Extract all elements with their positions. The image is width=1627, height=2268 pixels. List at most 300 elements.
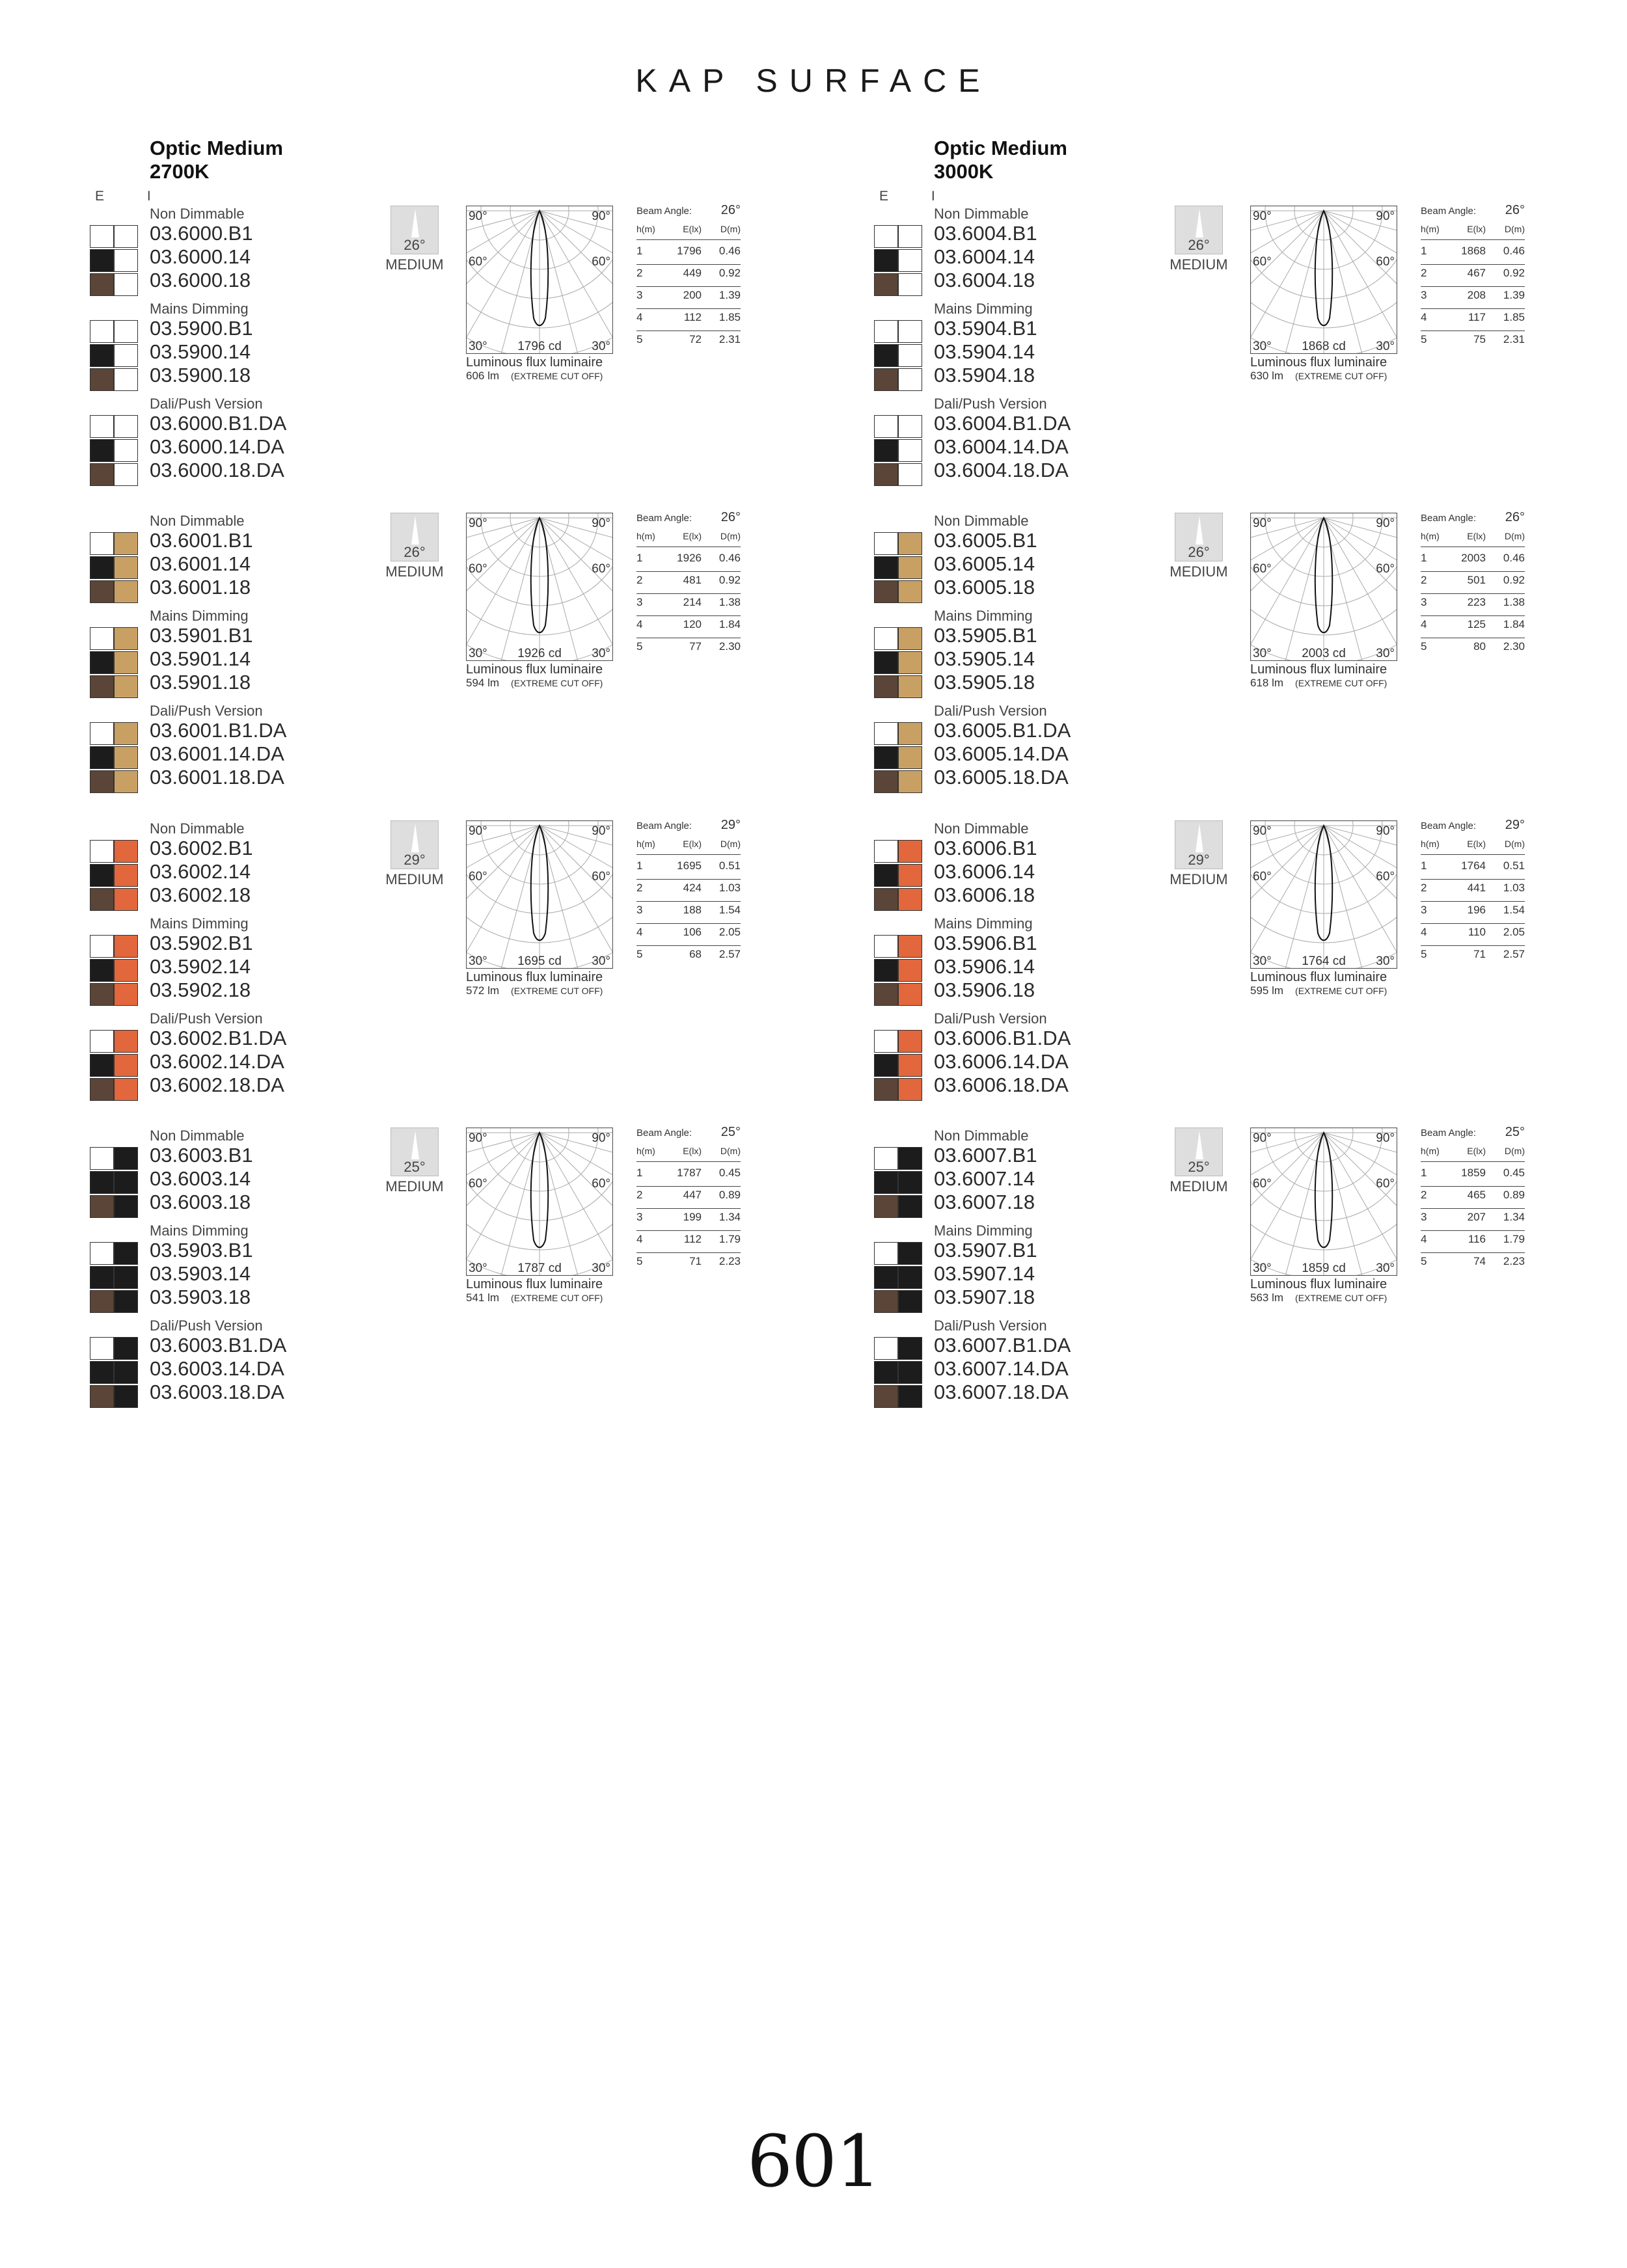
table-cell: 207: [1467, 1211, 1486, 1223]
table-row: [636, 1255, 741, 1275]
exterior-finish-swatch: [90, 983, 114, 1006]
beam-cone: [411, 1131, 419, 1159]
table-row: [636, 574, 741, 594]
table-row: [1421, 333, 1525, 353]
table-cell: 2: [1421, 882, 1427, 894]
exterior-finish-swatch: [90, 368, 114, 391]
color-temperature: 3000K: [934, 160, 994, 183]
angle-label: 90°: [1253, 517, 1272, 530]
table-cell: 4: [1421, 311, 1427, 323]
table-cell: 1796: [677, 245, 702, 257]
article-code: 03.6001.B1: [150, 529, 253, 552]
exterior-finish-swatch: [90, 580, 114, 603]
beam-angle-table-value: 25°: [1505, 1125, 1525, 1139]
dimming-type-label: Mains Dimming: [934, 608, 1033, 624]
angle-label: 90°: [469, 209, 487, 223]
exterior-finish-swatch: [874, 1054, 898, 1077]
dimming-type-label: Dali/Push Version: [934, 1317, 1047, 1334]
exterior-finish-swatch: [90, 888, 114, 911]
flux-caption: Luminous flux luminaire: [1250, 1277, 1388, 1291]
interior-finish-swatch: [114, 1054, 138, 1077]
interior-finish-swatch: [898, 580, 922, 603]
exterior-finish-swatch: [874, 1361, 898, 1384]
exterior-finish-swatch: [874, 675, 898, 698]
flux-value: 595 lm: [1250, 984, 1284, 997]
table-cell: 5: [1421, 333, 1427, 345]
table-cell: 0.92: [718, 267, 741, 279]
article-code: 03.5904.14: [934, 340, 1035, 363]
table-row: [1421, 1255, 1525, 1275]
table-row: [1421, 1233, 1525, 1253]
article-code: 03.6000.B1.DA: [150, 412, 287, 435]
peak-intensity: 1764 cd: [1302, 954, 1346, 968]
article-code: 03.6007.18.DA: [934, 1381, 1069, 1403]
interior-finish-swatch: [898, 651, 922, 674]
table-cell: 3: [636, 904, 643, 916]
table-row: [1421, 1167, 1525, 1187]
exterior-finish-swatch: [90, 1266, 114, 1289]
table-cell: 2: [636, 267, 643, 279]
table-cell: 2.05: [718, 926, 741, 938]
table-cell: 0.51: [718, 859, 741, 872]
polar-diagram: [1250, 1127, 1397, 1276]
table-cell: 1: [636, 245, 643, 257]
table-header-cell: D(m): [1504, 224, 1525, 234]
dimming-type-label: Mains Dimming: [934, 301, 1033, 317]
peak-intensity: 1926 cd: [517, 647, 562, 660]
dimming-type-label: Non Dimmable: [150, 513, 245, 529]
dimming-type-label: Dali/Push Version: [934, 703, 1047, 719]
table-cell: 5: [636, 948, 643, 960]
table-cell: 0.46: [718, 245, 741, 257]
dimming-type-label: Non Dimmable: [934, 206, 1029, 222]
angle-label: 90°: [1376, 517, 1395, 530]
table-cell: 2.57: [718, 948, 741, 960]
exterior-finish-swatch: [874, 746, 898, 769]
beam-angle-label: Beam Angle:: [1421, 513, 1477, 524]
article-code: 03.6003.B1.DA: [150, 1334, 287, 1357]
angle-label: 60°: [1376, 870, 1395, 884]
table-cell: 1.54: [718, 904, 741, 916]
flux-value-line: [1250, 370, 1387, 383]
table-cell: 4: [1421, 618, 1427, 630]
angle-label: 30°: [469, 340, 487, 353]
table-cell: 3: [1421, 289, 1427, 301]
exterior-finish-swatch: [874, 1147, 898, 1170]
angle-label: 30°: [1253, 340, 1272, 353]
polar-diagram: [466, 206, 613, 354]
e-i-legend: E I: [95, 189, 171, 204]
article-code: 03.5907.B1: [934, 1239, 1037, 1262]
table-cell: 1764: [1461, 859, 1486, 872]
beam-angle-value: 29°: [1188, 852, 1210, 868]
table-row: [636, 1211, 741, 1231]
angle-label: 60°: [1253, 562, 1272, 576]
table-header-cell: D(m): [720, 839, 741, 849]
angle-label: 30°: [592, 340, 610, 353]
dimming-type-label: Mains Dimming: [150, 915, 249, 932]
interior-finish-swatch: [898, 840, 922, 863]
table-header-cell: h(m): [636, 531, 655, 541]
article-code: 03.6000.B1: [150, 222, 253, 245]
table-cell: 4: [636, 1233, 643, 1245]
interior-finish-swatch: [114, 770, 138, 793]
exterior-finish-swatch: [90, 415, 114, 438]
interior-finish-swatch: [114, 627, 138, 650]
dimming-type-label: Non Dimmable: [934, 820, 1029, 837]
table-row: [636, 1233, 741, 1253]
peak-intensity: 1695 cd: [517, 954, 562, 968]
interior-finish-swatch: [898, 1385, 922, 1408]
dimming-type-label: Dali/Push Version: [150, 1010, 263, 1027]
table-row: [636, 926, 741, 946]
angle-label: 90°: [592, 209, 610, 223]
article-code: 03.5900.14: [150, 340, 251, 363]
angle-label: 90°: [592, 824, 610, 838]
exterior-finish-swatch: [874, 864, 898, 887]
article-code: 03.6006.18: [934, 884, 1035, 906]
product-block: [90, 820, 871, 1126]
polar-diagram: [1250, 513, 1397, 661]
interior-finish-swatch: [114, 935, 138, 958]
table-cell: 1.79: [1503, 1233, 1525, 1245]
angle-label: 90°: [1253, 824, 1272, 838]
polar-diagram-container: [1250, 820, 1397, 969]
flux-caption: Luminous flux luminaire: [466, 1277, 603, 1291]
angle-label: 60°: [469, 1177, 487, 1191]
table-cell: 1926: [677, 552, 702, 564]
dimming-type-label: Non Dimmable: [150, 820, 245, 837]
interior-finish-swatch: [898, 225, 922, 248]
beam-angle-value: 26°: [403, 544, 426, 560]
exterior-finish-swatch: [90, 864, 114, 887]
table-cell: 1695: [677, 859, 702, 872]
article-code: 03.5907.14: [934, 1262, 1035, 1285]
article-code: 03.5900.B1: [150, 317, 253, 340]
table-row: [1421, 1189, 1525, 1209]
exterior-finish-swatch: [90, 225, 114, 248]
table-row: [1421, 1211, 1525, 1231]
beam-type-label: MEDIUM: [385, 871, 444, 887]
table-row: [636, 882, 741, 902]
table-header: [1421, 1146, 1525, 1162]
beam-type-label: MEDIUM: [1169, 871, 1228, 887]
article-code: 03.6001.18: [150, 576, 251, 599]
angle-label: 90°: [1376, 209, 1395, 223]
angle-label: 30°: [1376, 647, 1395, 660]
table-cell: 3: [636, 596, 643, 608]
table-cell: 424: [683, 882, 702, 894]
table-cell: 116: [1468, 1233, 1486, 1245]
table-header-cell: h(m): [1421, 839, 1440, 849]
beam-cone: [1196, 1131, 1203, 1159]
beam-angle-table-value: 26°: [720, 203, 741, 217]
table-header-cell: E(lx): [683, 839, 702, 849]
table-header-cell: D(m): [720, 1146, 741, 1156]
beam-cone: [411, 209, 419, 237]
article-code: 03.6005.B1.DA: [934, 719, 1071, 742]
flux-caption: Luminous flux luminaire: [466, 355, 603, 370]
article-code: 03.6007.B1: [934, 1144, 1037, 1167]
dimming-type-label: Dali/Push Version: [150, 1317, 263, 1334]
exterior-finish-swatch: [874, 651, 898, 674]
table-cell: 2.23: [718, 1255, 741, 1267]
angle-label: 90°: [1253, 209, 1272, 223]
interior-finish-swatch: [114, 532, 138, 555]
dimming-type-label: Non Dimmable: [150, 1127, 245, 1144]
flux-caption: Luminous flux luminaire: [1250, 662, 1388, 677]
flux-caption: Luminous flux luminaire: [1250, 355, 1388, 370]
page-number: 601: [747, 2120, 880, 2203]
exterior-finish-swatch: [90, 1385, 114, 1408]
table-row: [636, 552, 741, 572]
flux-value-line: [1250, 984, 1387, 997]
beam-angle-label: Beam Angle:: [636, 1127, 692, 1139]
angle-label: 90°: [1376, 824, 1395, 838]
table-cell: 112: [683, 1233, 702, 1245]
article-code: 03.6003.14.DA: [150, 1357, 284, 1380]
exterior-finish-swatch: [90, 1195, 114, 1218]
beam-angle-table-value: 25°: [720, 1125, 741, 1139]
interior-finish-swatch: [898, 1078, 922, 1101]
table-cell: 2: [636, 882, 643, 894]
exterior-finish-swatch: [874, 840, 898, 863]
beam-type-label: MEDIUM: [385, 563, 444, 580]
interior-finish-swatch: [114, 1266, 138, 1289]
article-code: 03.6006.18.DA: [934, 1073, 1069, 1096]
interior-finish-swatch: [898, 675, 922, 698]
table-cell: 208: [1467, 289, 1486, 301]
table-cell: 481: [683, 574, 702, 586]
exterior-finish-swatch: [90, 627, 114, 650]
dimming-type-label: Dali/Push Version: [934, 1010, 1047, 1027]
table-row: [636, 1167, 741, 1187]
interior-finish-swatch: [898, 770, 922, 793]
dimming-type-label: Mains Dimming: [150, 1222, 249, 1239]
interior-finish-swatch: [114, 273, 138, 296]
table-cell: 4: [636, 926, 643, 938]
table-cell: 0.89: [1503, 1189, 1525, 1201]
polar-diagram-container: [1250, 206, 1397, 354]
interior-finish-swatch: [114, 1078, 138, 1101]
angle-label: 30°: [469, 647, 487, 660]
table-cell: 441: [1467, 882, 1486, 894]
table-cell: 1: [636, 552, 643, 564]
interior-finish-swatch: [898, 959, 922, 982]
table-cell: 0.46: [718, 552, 741, 564]
interior-finish-swatch: [898, 556, 922, 579]
angle-label: 60°: [1253, 255, 1272, 269]
flux-note: (EXTREME CUT OFF): [1295, 1293, 1388, 1303]
exterior-finish-swatch: [90, 1242, 114, 1265]
table-cell: 77: [689, 640, 702, 653]
article-code: 03.6004.B1: [934, 222, 1037, 245]
table-row: [1421, 926, 1525, 946]
table-header-cell: E(lx): [1467, 839, 1486, 849]
interior-finish-swatch: [898, 439, 922, 462]
article-code: 03.6002.18: [150, 884, 251, 906]
table-cell: 0.92: [1503, 574, 1525, 586]
article-code: 03.6002.14: [150, 860, 251, 883]
article-code: 03.5905.14: [934, 647, 1035, 670]
table-cell: 1.34: [718, 1211, 741, 1223]
flux-value-line: [1250, 1291, 1387, 1304]
table-cell: 1868: [1461, 245, 1486, 257]
flux-value: 541 lm: [466, 1291, 500, 1304]
table-cell: 196: [1467, 904, 1486, 916]
table-cell: 112: [683, 311, 702, 323]
article-code: 03.6003.B1: [150, 1144, 253, 1167]
table-row: [1421, 948, 1525, 967]
article-code: 03.6006.14.DA: [934, 1050, 1069, 1073]
flux-note: (EXTREME CUT OFF): [511, 371, 603, 381]
beam-cone: [1196, 824, 1203, 852]
table-cell: 1787: [677, 1167, 702, 1179]
table-row: [636, 948, 741, 967]
table-row: [1421, 618, 1525, 638]
beam-type-label: MEDIUM: [1169, 1178, 1228, 1195]
table-cell: 3: [1421, 904, 1427, 916]
exterior-finish-swatch: [90, 651, 114, 674]
interior-finish-swatch: [898, 249, 922, 272]
beam-angle-value: 26°: [1188, 237, 1210, 253]
table-header: [1421, 224, 1525, 240]
article-code: 03.6004.18: [934, 269, 1035, 291]
flux-value: 594 lm: [466, 677, 500, 689]
table-header-cell: h(m): [1421, 1146, 1440, 1156]
table-cell: 449: [683, 267, 702, 279]
table-header: [1421, 839, 1525, 855]
flux-note: (EXTREME CUT OFF): [511, 678, 603, 688]
article-code: 03.6001.B1.DA: [150, 719, 287, 742]
table-cell: 4: [1421, 926, 1427, 938]
table-cell: 1.85: [1503, 311, 1525, 323]
interior-finish-swatch: [114, 746, 138, 769]
product-block: [90, 1127, 871, 1433]
table-cell: 5: [1421, 948, 1427, 960]
interior-finish-swatch: [898, 888, 922, 911]
table-cell: 3: [636, 289, 643, 301]
table-cell: 2: [1421, 574, 1427, 586]
table-cell: 1859: [1461, 1167, 1486, 1179]
article-code: 03.6005.18: [934, 576, 1035, 599]
article-code: 03.6005.18.DA: [934, 766, 1069, 789]
exterior-finish-swatch: [874, 344, 898, 367]
table-cell: 1.03: [1503, 882, 1525, 894]
table-header-cell: E(lx): [683, 531, 702, 541]
article-code: 03.5903.14: [150, 1262, 251, 1285]
product-block: [90, 203, 871, 511]
table-row: [1421, 245, 1525, 265]
table-cell: 2.30: [718, 640, 741, 653]
interior-finish-swatch: [898, 983, 922, 1006]
table-cell: 0.92: [718, 574, 741, 586]
table-cell: 5: [1421, 640, 1427, 653]
beam-angle-table-value: 29°: [1505, 818, 1525, 832]
flux-caption: Luminous flux luminaire: [466, 970, 603, 984]
angle-label: 90°: [469, 1131, 487, 1145]
angle-label: 90°: [469, 824, 487, 838]
product-block: [874, 1127, 1627, 1433]
angle-label: 30°: [592, 647, 610, 660]
angle-label: 90°: [1376, 1131, 1395, 1145]
interior-finish-swatch: [114, 463, 138, 486]
table-row: [1421, 267, 1525, 287]
angle-label: 60°: [1376, 1177, 1395, 1191]
polar-diagram-container: [1250, 1127, 1397, 1276]
article-code: 03.5906.14: [934, 955, 1035, 978]
product-block: [874, 203, 1627, 511]
interior-finish-swatch: [898, 415, 922, 438]
beam-angle-table-value: 29°: [720, 818, 741, 832]
angle-label: 30°: [1376, 1262, 1395, 1275]
peak-intensity: 2003 cd: [1302, 647, 1346, 660]
table-row: [1421, 552, 1525, 572]
exterior-finish-swatch: [90, 463, 114, 486]
table-cell: 110: [1468, 926, 1486, 938]
article-code: 03.5904.B1: [934, 317, 1037, 340]
table-cell: 5: [636, 1255, 643, 1267]
table-header-cell: h(m): [636, 839, 655, 849]
angle-label: 90°: [592, 517, 610, 530]
angle-label: 30°: [1376, 954, 1395, 968]
optic-title: Optic Medium: [934, 137, 1067, 159]
exterior-finish-swatch: [90, 746, 114, 769]
table-cell: 2.05: [1503, 926, 1525, 938]
table-cell: 3: [1421, 1211, 1427, 1223]
beam-cone: [1196, 209, 1203, 237]
article-code: 03.5902.B1: [150, 932, 253, 954]
table-row: [636, 618, 741, 638]
table-cell: 75: [1473, 333, 1486, 345]
beam-angle-table-value: 26°: [720, 510, 741, 524]
interior-finish-swatch: [114, 556, 138, 579]
exterior-finish-swatch: [90, 675, 114, 698]
interior-finish-swatch: [898, 746, 922, 769]
interior-finish-swatch: [114, 864, 138, 887]
exterior-finish-swatch: [874, 1171, 898, 1194]
article-code: 03.6002.B1: [150, 837, 253, 859]
table-row: [1421, 289, 1525, 309]
exterior-finish-swatch: [874, 580, 898, 603]
table-cell: 2: [1421, 267, 1427, 279]
table-row: [636, 1189, 741, 1209]
table-cell: 1.38: [1503, 596, 1525, 608]
angle-label: 60°: [469, 255, 487, 269]
article-code: 03.5904.18: [934, 364, 1035, 386]
exterior-finish-swatch: [90, 840, 114, 863]
article-code: 03.5906.18: [934, 979, 1035, 1001]
table-cell: 223: [1467, 596, 1486, 608]
polar-diagram: [466, 1127, 613, 1276]
exterior-finish-swatch: [90, 249, 114, 272]
interior-finish-swatch: [898, 864, 922, 887]
exterior-finish-swatch: [874, 415, 898, 438]
table-header-cell: D(m): [720, 531, 741, 541]
dimming-type-label: Mains Dimming: [150, 301, 249, 317]
polar-diagram-container: [1250, 513, 1397, 661]
flux-value: 618 lm: [1250, 677, 1284, 689]
column-header: [150, 137, 283, 183]
exterior-finish-swatch: [90, 439, 114, 462]
exterior-finish-swatch: [874, 1195, 898, 1218]
product-block: [874, 820, 1627, 1126]
table-cell: 74: [1473, 1255, 1486, 1267]
table-row: [636, 245, 741, 265]
flux-value-line: [466, 677, 603, 690]
table-cell: 2.23: [1503, 1255, 1525, 1267]
interior-finish-swatch: [114, 225, 138, 248]
